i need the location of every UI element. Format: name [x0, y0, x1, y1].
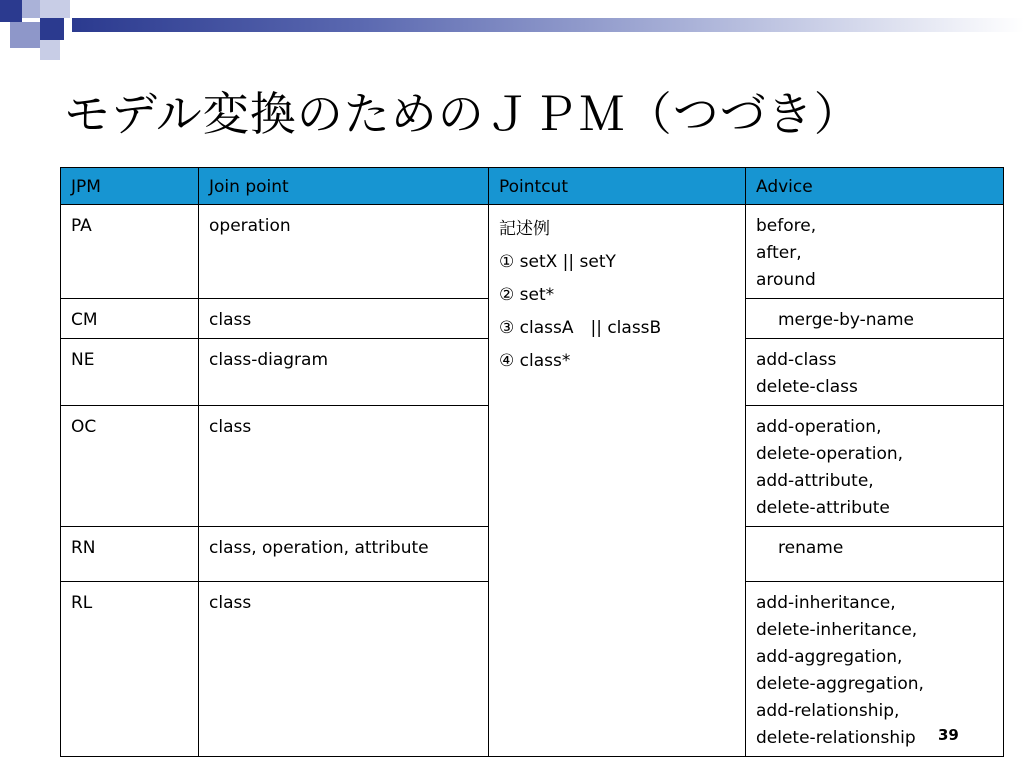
decor-square-4	[10, 22, 40, 48]
cell-pointcut	[489, 205, 746, 757]
cell-advice: add-inheritance, delete-inheritance, add-aggregation, delete-aggregation, add-relationship, delete-relationship	[746, 582, 1004, 757]
cell-advice: before, after, around	[746, 205, 1004, 299]
cell-jpm: NE	[61, 339, 199, 406]
cell-jpm: RL	[61, 582, 199, 757]
decor-square-5	[40, 18, 64, 40]
pointcut-example: ④ class*	[499, 351, 571, 371]
table-header-row	[61, 168, 1004, 205]
cell-jpm: RN	[61, 527, 199, 582]
cell-jpm: CM	[61, 299, 199, 339]
cell-join-point: class-diagram	[199, 339, 489, 406]
decor-square-1	[0, 0, 22, 22]
table-row	[61, 205, 1004, 299]
cell-advice: add-operation, delete-operation, add-attribute, delete-attribute	[746, 406, 1004, 527]
cell-jpm: PA	[61, 205, 199, 299]
cell-advice: merge-by-name	[746, 299, 1004, 339]
cell-join-point: class	[199, 299, 489, 339]
cell-join-point: class, operation, attribute	[199, 527, 489, 582]
page-number: 39	[938, 726, 959, 744]
header-join-point: Join point	[199, 168, 489, 205]
cell-advice: add-class delete-class	[746, 339, 1004, 406]
slide-title: モデル変換のためのＪＰＭ（つづき）	[64, 87, 861, 141]
pointcut-example: ③ classA || classB	[499, 318, 662, 338]
pointcut-example: ① setX || setY	[499, 252, 616, 272]
header-pointcut: Pointcut	[489, 168, 746, 205]
decor-square-2	[22, 0, 40, 18]
header-advice: Advice	[746, 168, 1004, 205]
header-jpm: JPM	[61, 168, 199, 205]
decor-square-3	[40, 0, 70, 18]
pointcut-heading: 記述例	[499, 219, 550, 239]
cell-advice: rename	[746, 527, 1004, 582]
cell-join-point: class	[199, 406, 489, 527]
header-gradient-bar	[72, 18, 1024, 32]
cell-jpm: OC	[61, 406, 199, 527]
decor-square-6	[40, 40, 60, 60]
cell-join-point: class	[199, 582, 489, 757]
pointcut-example: ② set*	[499, 285, 555, 305]
cell-join-point: operation	[199, 205, 489, 299]
jpm-table	[60, 167, 1004, 757]
